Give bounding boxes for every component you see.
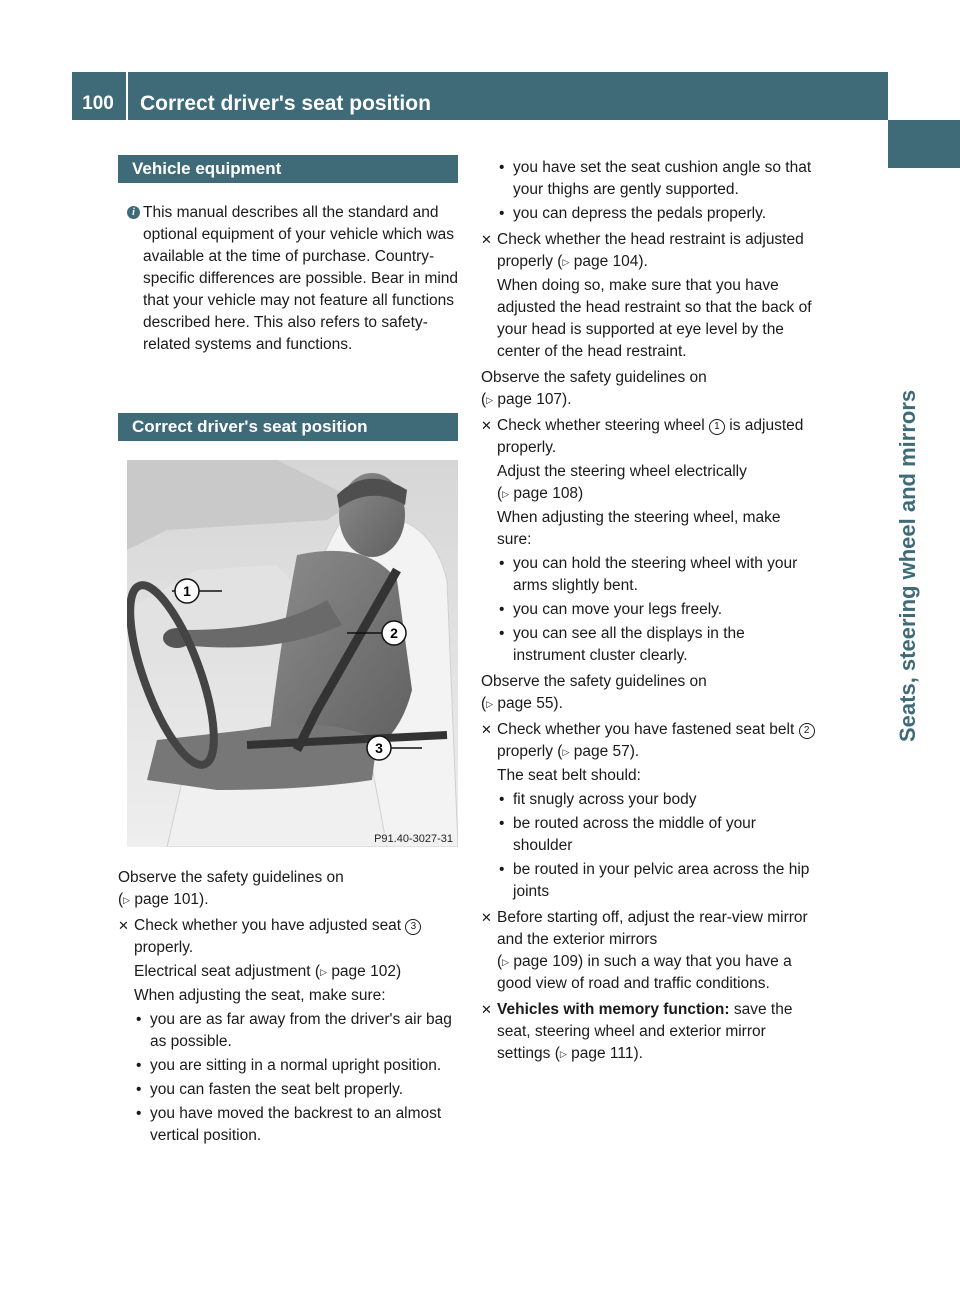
page-ref-arrow-icon: ▷	[486, 395, 494, 405]
step-note: When doing so, make sure that you have adjusted the head restraint so that the back of your head is supported at eye level by the center of the head restraint.	[497, 277, 812, 360]
page-ref-arrow-icon: ▷	[502, 489, 510, 499]
seat-position-illustration	[127, 460, 458, 847]
page-title: Correct driver's seat position	[140, 92, 431, 115]
page-reference[interactable]: page 104).	[573, 253, 648, 270]
page-ref-arrow-icon: ▷	[320, 967, 327, 977]
page-ref-arrow-icon: ▷	[123, 895, 131, 905]
observe-guidelines-2: Observe the safety guidelines on (▷ page 107).	[481, 369, 707, 408]
page-reference[interactable]: page 101).	[134, 891, 209, 908]
page-ref-arrow-icon: ▷	[486, 699, 494, 709]
page-reference[interactable]: page 57).	[573, 743, 640, 760]
bullet-item: • you are as far away from the driver's air bag as possible.	[136, 1011, 452, 1050]
info-icon: i	[127, 206, 140, 219]
right-column-text	[481, 155, 816, 1065]
step-note: Electrical seat adjustment (▷ page 102)	[134, 963, 402, 980]
chapter-tab	[888, 120, 960, 168]
left-column-text	[118, 867, 463, 1147]
step-note: The seat belt should:	[497, 767, 641, 784]
page-ref-arrow-icon: ▷	[562, 257, 570, 267]
bullet-item: • be routed in your pelvic area across the hip joints	[499, 861, 810, 900]
observe-guidelines-3: Observe the safety guidelines on (▷ page 55).	[481, 673, 707, 712]
info-note-text: This manual describes all the standard and optional equipment of your vehicle which was available at the time of purchase. Country-specific differences are possible. Bear in mind that your vehicle may not feature all functions described here. This also refers to safety-related systems and functions.	[143, 204, 459, 353]
callout-ref: 3	[405, 919, 421, 935]
page-ref-arrow-icon: ▷	[502, 957, 510, 967]
step-adjust-seat: ✕ Check whether you have adjusted seat 3 properly.	[118, 915, 463, 959]
page-number: 100	[82, 93, 114, 114]
driver-illustration	[127, 460, 458, 847]
bullet-item: • you are sitting in a normal upright position.	[136, 1057, 442, 1074]
step-marker-icon: ✕	[118, 918, 129, 933]
page-reference[interactable]: page 108)	[513, 485, 584, 502]
bullet-item: • you can move your legs freely.	[499, 601, 723, 618]
page-reference[interactable]: page 111).	[571, 1045, 643, 1062]
step-head-restraint: ✕ Check whether the head restraint is adjusted properly (▷ page 104).	[481, 231, 804, 270]
step-memory-function: ✕ Vehicles with memory function: save the seat, steering wheel and exterior mirror settings (▷ page 111).	[481, 1001, 793, 1062]
bullet-item: • fit snugly across your body	[499, 791, 697, 808]
chapter-title: Seats, steering wheel and mirrors	[895, 389, 920, 742]
info-note	[127, 202, 463, 356]
page-reference[interactable]: page 109) in such a way that you have a good view of road and traffic conditions.	[497, 953, 792, 992]
page-ref-arrow-icon: ▷	[562, 747, 570, 757]
page-reference[interactable]: page 102)	[331, 963, 402, 980]
callout-ref: 1	[709, 419, 725, 435]
step-note: Adjust the steering wheel electrically (▷ page 108)	[497, 463, 747, 502]
bullet-item: • you can see all the displays in the instrument cluster clearly.	[499, 625, 745, 664]
step-note: When adjusting the seat, make sure:	[134, 987, 386, 1004]
callout-ref: 2	[799, 723, 815, 739]
section-heading-vehicle-equipment: Vehicle equipment	[118, 155, 458, 183]
figure-code: P91.40-3027-31	[374, 833, 453, 845]
svg-text:2: 2	[390, 625, 398, 641]
step-mirrors: ✕ Before starting off, adjust the rear-view mirror and the exterior mirrors (▷ page 109) in such a way that you have a good view of road and traffic conditions.	[481, 909, 808, 992]
bullet-item: • you can depress the pedals properly.	[499, 205, 767, 222]
bullet-item: • you have set the seat cushion angle so that your thighs are gently supported.	[499, 159, 812, 198]
bullet-item: • you have moved the backrest to an almost vertical position.	[136, 1105, 442, 1144]
step-steering-wheel: ✕ Check whether steering wheel 1 is adjusted properly.	[481, 417, 804, 456]
step-marker-icon: ✕	[481, 910, 492, 925]
bullet-item: • be routed across the middle of your shoulder	[499, 815, 756, 854]
bullet-item: • you can hold the steering wheel with your arms slightly bent.	[499, 555, 798, 594]
svg-text:3: 3	[375, 740, 383, 756]
step-marker-icon: ✕	[481, 722, 492, 737]
step-seat-belt: ✕ Check whether you have fastened seat belt 2 properly (▷ page 57).	[481, 719, 816, 763]
step-marker-icon: ✕	[481, 232, 492, 247]
page-ref-arrow-icon: ▷	[559, 1049, 567, 1059]
section-heading-seat-position: Correct driver's seat position	[118, 413, 458, 441]
step-note: When adjusting the steering wheel, make sure:	[497, 509, 781, 548]
step-marker-icon: ✕	[481, 418, 492, 433]
svg-text:1: 1	[183, 583, 191, 599]
observe-guidelines-1: Observe the safety guidelines on (▷ page 101).	[118, 869, 344, 908]
page-reference[interactable]: page 55).	[497, 695, 563, 712]
bullet-item: • you can fasten the seat belt properly.	[136, 1081, 404, 1098]
page-reference[interactable]: page 107).	[497, 391, 572, 408]
header-divider	[126, 72, 128, 120]
step-marker-icon: ✕	[481, 1002, 492, 1017]
